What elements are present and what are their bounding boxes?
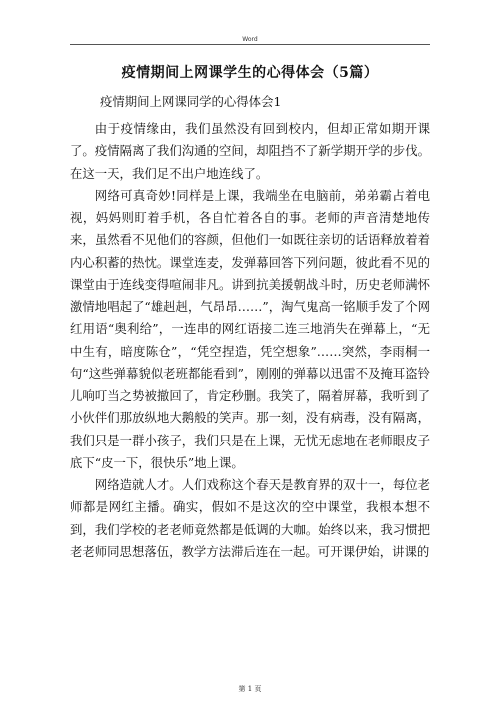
paragraph-3: 网络造就人才。人们戏称这个春天是教育界的双十一，每位老师都是网红主播。确实，假如不是这次的空中课堂，我根本想不到，我们学校的老老师竟然都是低调的大咖。始终以来，我习惯把老老师同思想落伍，教学方法滞后连在一起。可开课伊始，讲课的 xyxy=(70,477,430,559)
section-subtitle: 疫情期间上网课同学的心得体会1 xyxy=(100,94,282,109)
page-header xyxy=(70,0,430,45)
page-footer: 第 1 页 xyxy=(238,685,262,693)
paragraph-1: 由于疫情缘由，我们虽然没有回到校内，但却正常如期开课了。疫情隔离了我们沟通的空间，却阻挡不了新学期开学的步伐。在这一天，我们足不出户地连线了。 xyxy=(70,121,430,181)
document-body xyxy=(70,118,430,563)
paragraph-2: 网络可真奇妙!同样是上课，我端坐在电脑前，弟弟霸占着电视，妈妈则盯着手机，各自忙着各自的事。老师的声音清楚地传来，虽然看不见他们的容颜，但他们一如既往亲切的话语释放着着内心积蓄的热忱。课堂连麦，发弹幕回答下列问题，彼此看不见的课堂由于连线变得喧闹非凡。讲到抗美援朝战斗时，历史老师满怀激情地唱起了“雄赳赳，气昂昂……”，淘气鬼高一铭顺手发了个网红用语“奥利给”，一连串的网红语接二连三地消失在弹幕上，“无中生有，暗度陈仓”，“凭空捏造，凭空想象”……突然，李雨桐一句“这些弹幕貌似老班都能看到”，刚刚的弹幕以迅雷不及掩耳盗铃儿响叮当之势被撤回了，肯定秒删。我笑了，隔着屏幕，我听到了小伙伴们那放纵地大鹅般的笑声。那一刻，没有病毒，没有隔离，我们只是一群小孩子，我们只是在上课，无忧无虑地在老师眼皮子底下“皮一下，很快乐”地上课。 xyxy=(70,187,430,470)
document-title: 疫情期间上网课学生的心得体会（5篇） xyxy=(121,65,379,81)
header-label: Word xyxy=(242,36,258,43)
